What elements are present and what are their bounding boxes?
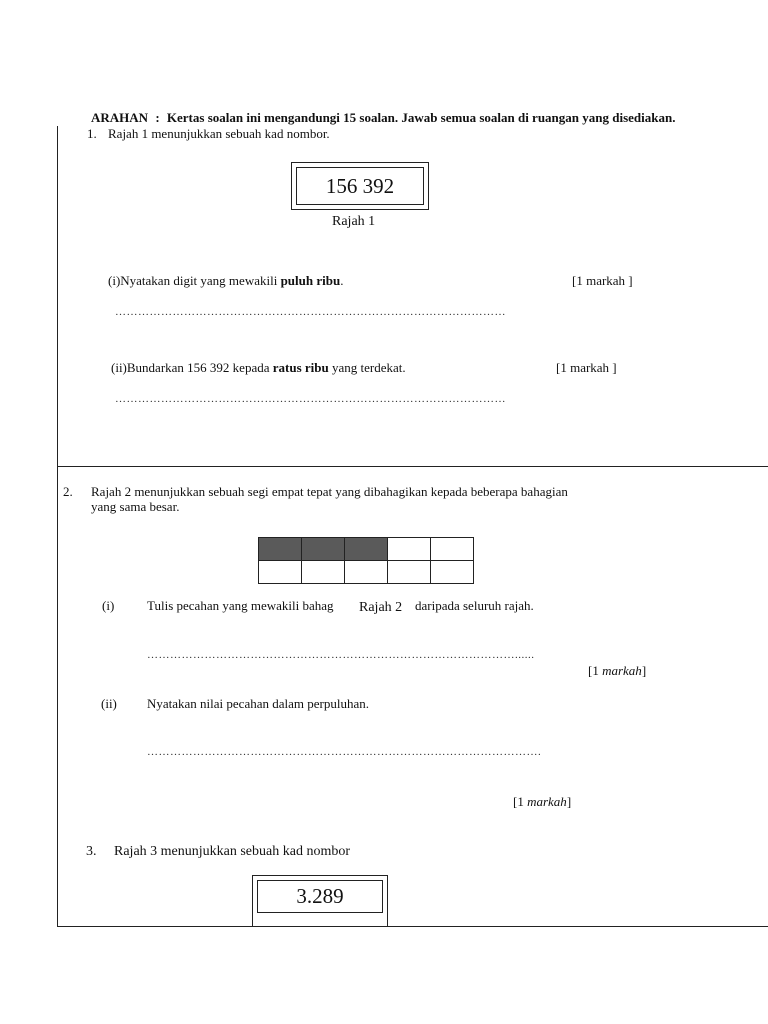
q2-number: 2. [63, 484, 73, 499]
grid-cell [345, 561, 388, 584]
q2-rectangle-grid [258, 537, 474, 584]
grid-cell [302, 561, 345, 584]
grid-cell [388, 538, 431, 561]
grid-cell-shaded [302, 538, 345, 561]
left-border-line [57, 126, 58, 927]
q3-card-value: 3.289 [296, 884, 344, 908]
instructions-label: ARAHAN [91, 110, 149, 125]
q1-part-ii-bold: ratus ribu [272, 360, 329, 375]
q2-part-i-answer-line[interactable]: ……………………………………………………………………………………...... [147, 649, 535, 661]
q1-part-ii-prefix: (ii)Bundarkan 156 392 kepada [111, 360, 273, 375]
q2-intro-line1: Rajah 2 menunjukkan sebuah segi empat tepat yang dibahagikan kepada beberapa bahagian [91, 484, 568, 499]
q2-part-ii-marks [513, 794, 571, 810]
q1-number-card-inner [296, 167, 424, 205]
q2-grid-row-top [259, 538, 474, 561]
question-divider [57, 466, 768, 467]
q1-number: 1. [87, 126, 97, 141]
q2-figure-caption: Rajah 2 [359, 600, 403, 615]
q2-part-i-marks-open: [1 [588, 663, 603, 678]
instructions-header [91, 110, 675, 126]
grid-cell-shaded [259, 538, 302, 561]
q1-number-card [291, 162, 429, 210]
grid-cell [431, 538, 474, 561]
q3-intro: Rajah 3 menunjukkan sebuah kad nombor [114, 844, 351, 859]
q1-part-ii [111, 360, 406, 376]
instructions-text: Kertas soalan ini mengandungi 15 soalan. Jawab semua soalan di ruangan yang disediakan. [166, 110, 676, 125]
q2-grid-row-bottom [259, 561, 474, 584]
grid-cell [431, 561, 474, 584]
q2-part-ii-marks-word: markah [527, 794, 567, 809]
bottom-border-line [57, 926, 768, 927]
q2-part-i-text-b: daripada seluruh rajah. [415, 598, 534, 613]
q2-part-i-marks [588, 663, 646, 679]
q1-part-i-marks: [1 markah ] [572, 273, 633, 288]
q3-number-card [252, 875, 388, 927]
q2-part-i-marks-close: ] [641, 663, 647, 678]
q2-part-ii-text: Nyatakan nilai pecahan dalam perpuluhan. [147, 696, 369, 711]
q3-number-card-inner [257, 880, 383, 913]
q1-part-i-prefix: (i)Nyatakan digit yang mewakili [108, 273, 281, 288]
q2-part-i-label: (i) [102, 598, 115, 613]
q2-part-ii-answer-line[interactable]: …………………………………………………………………………………………. [147, 746, 542, 758]
q2-intro-line2: yang sama besar. [91, 499, 180, 514]
q1-answer-line-1[interactable]: ………………………………………………………………………………………… [115, 306, 506, 318]
grid-cell-shaded [345, 538, 388, 561]
instructions-separator: : [155, 110, 160, 125]
q1-part-i-suffix: . [340, 273, 344, 288]
grid-cell [259, 561, 302, 584]
q2-part-ii-marks-open: [1 [513, 794, 528, 809]
grid-cell [388, 561, 431, 584]
q3-number: 3. [86, 844, 97, 859]
q1-answer-line-2[interactable]: ………………………………………………………………………………………… [115, 393, 506, 405]
q1-part-i-bold: puluh ribu [280, 273, 341, 288]
q1-figure-caption: Rajah 1 [332, 214, 376, 229]
q2-part-ii-marks-close: ] [566, 794, 572, 809]
q1-intro: Rajah 1 menunjukkan sebuah kad nombor. [108, 126, 330, 141]
q2-part-ii-label: (ii) [101, 696, 117, 711]
q1-part-ii-suffix: yang terdekat. [328, 360, 406, 375]
q1-part-ii-marks: [1 markah ] [556, 360, 617, 375]
q1-part-i [108, 273, 343, 289]
q1-card-value: 156 392 [325, 173, 395, 198]
q2-part-i-text-a: Tulis pecahan yang mewakili bahag [147, 598, 334, 613]
q2-part-i-marks-word: markah [602, 663, 642, 678]
